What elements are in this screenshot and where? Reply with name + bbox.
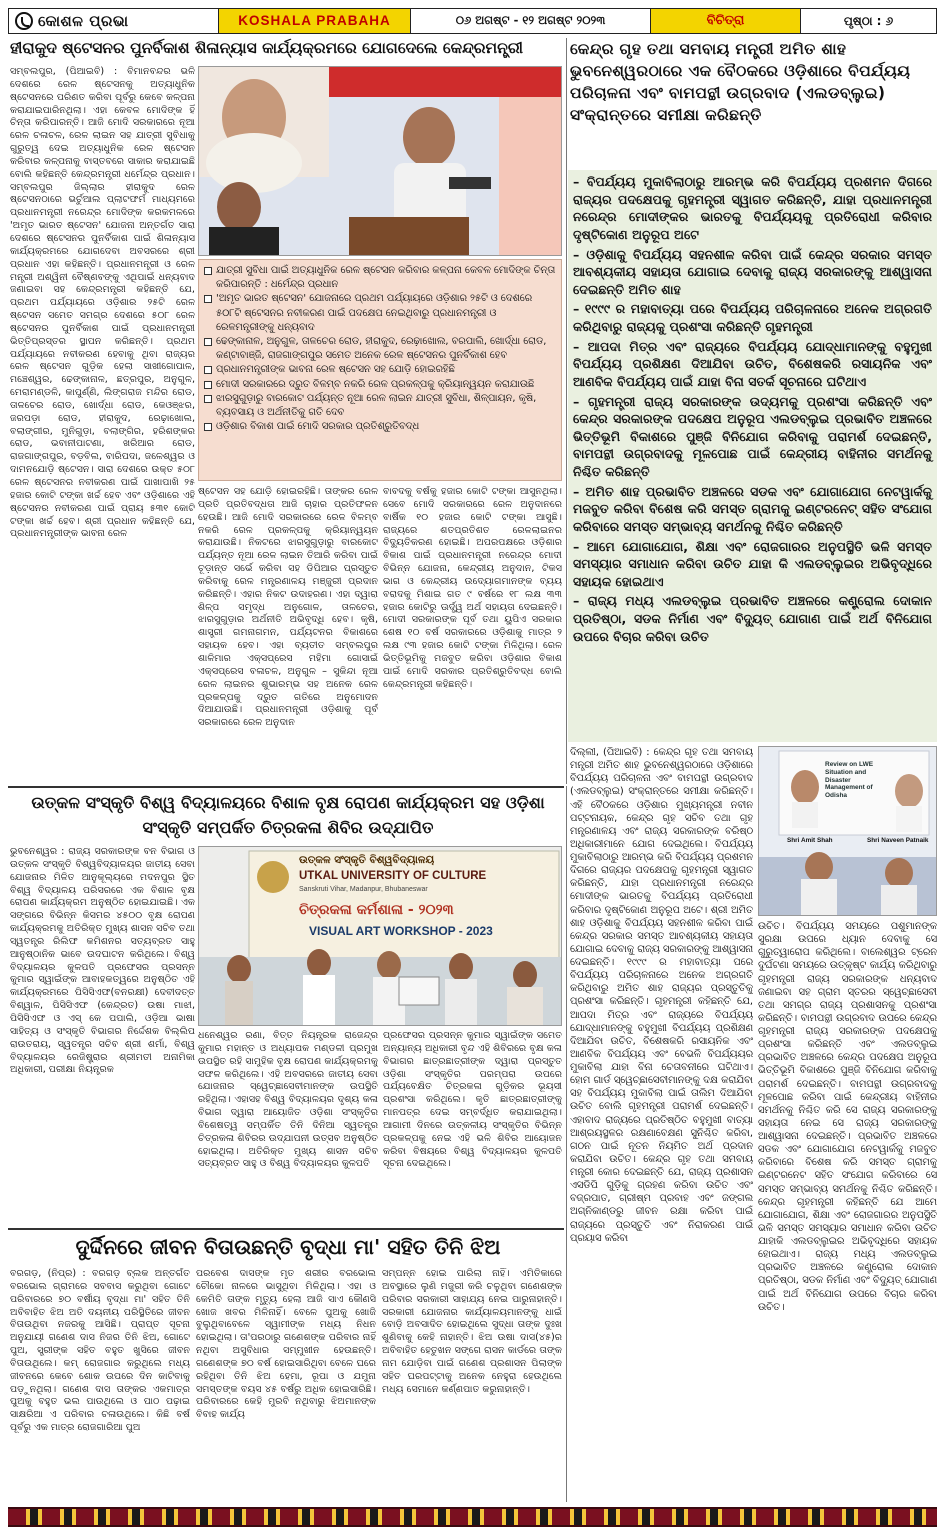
story2-column-a: ଦିଲ୍ଲୀ, (ପିଆଇବି) : କେନ୍ଦ୍ର ଗୃହ ତଥା ସମବାୟ ମନ୍ତ୍ରୀ ଅମିତ ଶାହ ଭୁବନେଶ୍ୱରଠାରେ ଓଡ଼ିଶାରେ ବିପର୍ଯ୍ୟୟ ପରିଚାଳନା ଏବଂ ବାମପନ୍ଥୀ ଉଗ୍ରବାଦ (ଏଲଡବ୍ଲୁଇ) ସଂକ୍ରାନ୍ତରେ ସମୀକ୍ଷା କରିଛନ୍ତି। ଏହି ବୈଠକରେ ଓଡ଼ିଶାର ମୁଖ୍ୟମନ୍ତ୍ରୀ ନବୀନ ପଟ୍ଟନାୟକ, କେନ୍ଦ୍ର ଗୃହ ସଚିବ ତଥା ଗୃହ ମନ୍ତ୍ରଣାଳୟ ଏବଂ ରାଜ୍ୟ ସରକାରଙ୍କ ବରିଷ୍ଠ ଅଧିକାରୀମାନେ ଯୋଗ ଦେଇଥିଲେ। ବିପର୍ଯ୍ୟୟ ମୁକାବିଲାଠାରୁ ଆରମ୍ଭ କରି ବିପର୍ଯ୍ୟୟ ପ୍ରଶମନ ଦିଗରେ ରାଜ୍ୟର ପଦକ୍ଷେପକୁ ଗୃହମନ୍ତ୍ରୀ ସ୍ୱାଗତ କରିଛନ୍ତି, ଯାହା ପ୍ରଧାନମନ୍ତ୍ରୀ ନରେନ୍ଦ୍ର ମୋଦୀଙ୍କ ଭାରତକୁ ବିପର୍ଯ୍ୟୟ ପ୍ରତିରୋଧୀ କରିବାର ଦୃଷ୍ଟିକୋଣ ଅନୁରୂପ ଅଟେ। ଶ୍ରୀ ଅମିତ ଶାହ ଓଡ଼ିଶାକୁ ବିପର୍ଯ୍ୟୟ ସହନଶୀଳ କରିବା ପାଇଁ କେନ୍ଦ୍ର ସରକାର ସମସ୍ତ ଆବଶ୍ୟକୀୟ ସହାୟତା ଯୋଗାଇ ଦେବାକୁ ରାଜ୍ୟ ସରକାରଙ୍କୁ ଆଶ୍ୱାସନା ଦେଇଛନ୍ତି। ୧୯୯୯ ର ମହାବାତ୍ୟା ପରେ ବିପର୍ଯ୍ୟୟ ପରିଚାଳନାରେ ଅନେକ ଅଗ୍ରଗତି କରିଥିବାରୁ ଅମିତ ଶାହ ରାଜ୍ୟର ପ୍ରସ୍ତୁତିକୁ ପ୍ରଶଂସା କରିଛନ୍ତି। ଗୃହମନ୍ତ୍ରୀ କହିଛନ୍ତି ଯେ, ଆପଦା ମିତ୍ର ଏବଂ ରାଜ୍ୟରେ ବିପର୍ଯ୍ୟୟ ଯୋଦ୍ଧାମାନଙ୍କୁ ବହୁମୁଖୀ ବିପର୍ଯ୍ୟୟ ପ୍ରଶିକ୍ଷଣ ଦିଆଯିବା ଉଚିତ, ବିଶେଷକରି ରସାୟନିକ ଏବଂ ଆଣବିକ ବିପର୍ଯ୍ୟୟ ଏବଂ ବେଭଳି ବିପର୍ଯ୍ୟୟର ମୁକାବିଲା ଯାହା ବିନା ଚେତାବନୀରେ ଘଟିଥାଏ। ହୋମ ଗାର୍ଡ ସ୍ୱେଚ୍ଛାସେବୀମାନଙ୍କୁ ଦକ୍ଷ କରାଯିବା ସହ ବିପର୍ଯ୍ୟୟ ମୁକାବିଲା ପାଇଁ ତାଲିମ ଦିଆଯିବା ଉଚିତ ବୋଲି ଗୃହମନ୍ତ୍ରୀ ପରାମର୍ଶ ଦେଇଛନ୍ତି। ଏହାବାଦ ରାଜ୍ୟରେ ପ୍ରତିଷ୍ଠିତ ବହୁମୁଖୀ ବାତ୍ୟା ଆଶ୍ରୟସ୍ଥଳର ରକ୍ଷଣାବେକ୍ଷଣ ସୁନିଶ୍ଚିତ କରିବା, ଗଠନ ପାଇଁ ନୂତନ ନିୟମିତ ଅର୍ଥ ପ୍ରଦାନ କରାଯିବା ଉଚିତ। କେନ୍ଦ୍ର ଗୃହ ତଥା ସମବାୟ ମନ୍ତ୍ରୀ କୋର ଦେଇଛନ୍ତି ଯେ, ରାଜ୍ୟ ପ୍ରଶାସନ ଏସଡିପି ଗୁଡ଼ିକୁ ଗ୍ରହଣ କରିବା ଉଚିତ ଏବଂ ବଜ୍ରପାତ, ଗ୍ରୀଷ୍ମ ପ୍ରବାହ ଏବଂ ଜଙ୍ଗଲ ଅଗ୍ନିକାଣ୍ଡରୁ ଜୀବନ ରକ୍ଷା କରିବା ପାଇଁ ରାଜ୍ୟରେ ପ୍ରସ୍ତୁତି ଏବଂ ନିରାକରଣ ପାଇଁ ପ୍ରୟାସ କରିବା [570, 747, 753, 1244]
story1-middle-column-1: ଷ୍ଟେସନ ସହ ଯୋଡ଼ି ହୋଇରହିଛି। ତାଙ୍କର ରେଳ ପ୍ରତି ପ୍ରତିବଦ୍ଧତା ଆଜି ଚାହାର ପ୍ରତିଫଳନ ହେଉଛି। ଆଜି ମୋଦି ସରକାରରେ ରେଳ ବିଳମ୍ବ ନକରି ରେଳ ପ୍ରକଳ୍ପକୁ କ୍ରିୟାନ୍ୱୟନ କରାଯାଉଛି। ନିକଟରେ ଝାରସୁଗୁଡ଼ାରୁ ବାରକୋଟ ପର୍ଯ୍ୟନ୍ତ ନୂଆ ରେଳ ଲାଇନ ତିଆରି କରିବା ପାଇଁ ଚୂଡ଼ାନ୍ତ ସର୍ଭେ କରିବା ସହ ଡିପିଆର ପ୍ରସ୍ତୁତ କରିବାକୁ ରେଳ ମନ୍ତ୍ରଣାଳୟ ମଞ୍ଜୁରୀ ପ୍ରଦାନ କରିଛନ୍ତି। ଏହାର ନିକଟ ଉଦାହରଣ। ଏହା ଦ୍ୱାରା ଶିଳ୍ପ ସମୃଦ୍ଧ ଅନୁଗୋଳ, ତାଳଚେର, ଝାରସୁଗୁଡ଼ାର ଅର୍ଥନୀତି ଅଭିବୃଦ୍ଧି ହେବ। କୃଷି, ଶାସ୍ତ୍ରୀ ଗମନାଗମନ, ପର୍ଯ୍ୟଟନର ବିକାଶରେ ସହାୟକ ହେବ। ଏହା ବ୍ୟତୀତ ସମ୍ବଲପୁର ଶାଳିମାର ଏକ୍ସପ୍ରେସ ମହିମା ଗୋସାଇଁ ଏକ୍ସପ୍ରେସ ବଳାଚଳ, ଅନୁଗୁଳ – ସୁକିନ୍ଦା ନୂଆ ରେଳ ଲାଇନର ଶୁଭାରମ୍ଭ ସହ ଅନେକ ରେଳ ପ୍ରକଳ୍ପକୁ ଦ୍ରୁତ ଗତିରେ ଅନୁମୋଦନ ଦିଆଯାଉଛି। ପ୍ରଧାନମନ୍ତ୍ରୀ ଓଡ଼ିଶାକୁ ପୂର୍ବ ସରକାରରେ ରେଳ ଅନୁଦାନ [198, 486, 378, 729]
story2-point: – ଅମିତ ଶାହ ପ୍ରଭାବିତ ଅଞ୍ଚଳରେ ସଡକ ଏବଂ ଯୋଗାଯୋଗ ନେଟୱାର୍କକୁ ମଜବୁତ କରିବା ବିଶେଷ କରି ସମସ୍ତ ଗ୍ରାମକୁ ଇଣ୍ଟରନେଟ୍ ସହିତ ସଂଯୋଗ କରିବାରେ ସମସ୍ତ ସମ୍ଭାବ୍ୟ ସମର୍ଥନକୁ ନିଶ୍ଚିତ କରିଛନ୍ତି [573, 483, 932, 536]
checkbox-icon [204, 267, 212, 275]
story3-left-column: ଭୁବନେଶ୍ୱର : ରାଜ୍ୟ ସରକାରଙ୍କ ବନ ବିଭାଗ ଓ ଉତ୍କଳ ସଂସ୍କୃତି ବିଶ୍ୱବିଦ୍ୟାଳୟର ଜାତୀୟ ସେବା ଯୋଜନାର ମିଳିତ ଆନୁକୂଲ୍ୟରେ ମଦନପୁର ସ୍ଥିତ ବିଶ୍ୱ ବିଦ୍ୟାଳୟ ପରିସରରେ ଏକ ବିଶାଳ ବୃକ୍ଷ ରୋପଣ କାର୍ଯ୍ୟକ୍ରମ ଅନୁଷ୍ଠିତ ହୋଇଯାଇଛି। ଏକ ସଙ୍ଗରେ ବିଭିନ୍ନ କିସମର ୪୫୦୦ ବୃକ୍ଷ ରୋପଣ କାର୍ଯ୍ୟକ୍ରମକୁ ଅତିରିକ୍ତ ମୁଖ୍ୟ ଶାସନ ସଚିବ ତଥା ସ୍ୱତନ୍ତ୍ର ରିଲିଫ କମିଶନର ସତ୍ୟବ୍ରତ ସାହୁ ଆନୁଷ୍ଠାନିକ ଭାବେ ଉଦଘାଟନ କରିଥିଲେ। ବିଶ୍ୱ ବିଦ୍ୟାଳୟର କୁଳପତି ପ୍ରଫେସର ପ୍ରସନ୍ନ କୁମାର ସ୍ୱାଇଁଙ୍କ ଆବାହକତ୍ୱରେ ଅନୁଷ୍ଠିତ ଏହି କାର୍ଯ୍ୟକ୍ରମରେ ପିସିସିଏଫ(ବନରକ୍ଷୀ) ଦେବୀଦତ୍ତ ବିଶ୍ୱାଳ, ପିସିସିଏଫ (କେନ୍ଦ୍ରତ) ଉଷା ମାଝୀ, ପିସିସିଏଫ ଓ ଏସ୍ କେ ପପାଲି, ଓଡ଼ିଆ ଭାଷା ସାହିତ୍ୟ ଓ ସଂସ୍କୃତି ବିଭାଗର ନିର୍ଦ୍ଦେଶକ ବିଲ୍ଲିପ ରାଉତରାୟ, ସ୍ୱତନ୍ତ୍ର ସଚିବ ଶ୍ରୀ ଶର୍ମା, ବିଶ୍ୱ ବିଦ୍ୟାଳୟର ରେଜିଷ୍ଟ୍ରାର ଶ୍ରୀମତୀ ଅନାମିକା ଅଧିକାରୀ, ପରୀକ୍ଷା ନିୟନ୍ତ୍ରକ [10, 846, 195, 1076]
story2-headline: କେନ୍ଦ୍ର ଗୃହ ତଥା ସମବାୟ ମନ୍ତ୍ରୀ ଅମିତ ଶାହ ଭୁବନେଶ୍ୱରଠାରେ ଏକ ବୈଠକରେ ଓଡ଼ିଶାରେ ବିପର୍ଯ୍ୟୟ ପରିଚାଳନା ଏବଂ ବାମପନ୍ଥୀ ଉଗ୍ରବାଦ (ଏଲଡବ୍ଲୁଇ) ସଂକ୍ରାନ୍ତରେ ସମୀକ୍ଷା କରିଛନ୍ତି [570, 40, 911, 125]
masthead-brand: KOSHALA PRABAHA [219, 9, 411, 33]
story2-point: – ଆମେ ଯୋଗାଯୋଗ, ଶିକ୍ଷା ଏବଂ ରୋଜଗାରର ଅନୁପସ୍ଥିତି ଭଳି ସମସ୍ତ ସମସ୍ୟାର ସମାଧାନ କରିବା ଉଚିତ ଯାହା କି ଏଲଡବ୍ଲୁଇର ଅଭିବୃଦ୍ଧିରେ ସହାୟକ ହୋଇଥାଏ [573, 538, 932, 591]
highlight-item: ମୋଦୀ ସରକାରରେ ଦ୍ରୁତ ବିଳମ୍ବ ନକରି ରେଳ ପ୍ରକଳ୍ପକୁ କ୍ରିୟାନ୍ୱୟନ କରାଯାଉଛି [204, 378, 556, 392]
story3-photo [198, 846, 562, 1026]
story2-points-box [568, 170, 937, 742]
story4-column-2: ପରବେଶ ଦାସଙ୍କ ମୃତ ଶରୀର ବରଭୋଲ ଚୌକୋ ନାଳରେ ଭାସୁଥିବା ମିଳିଥିଲା। ଏହା ଓ କେମିତି ତାଙ୍କ ମୃତ୍ୟୁ ହେଲା ଆଜି ସାଏ କୌଣସି ଖୋଜ ଖବର ମିଳିନାହିଁ। ବେଳେ ପୁଅକୁ ଖୋଜି ବୁଲୁଥିବାବେଳେ ସ୍ୱାମୀଙ୍କ ମଧ୍ୟ ନିଧନ ହୋଇଥିଲା। ତା'ପରଠାରୁ ଗଣେଶଙ୍କ ପରିବାର ନାହିଁ ନଥିବା ଅସୁବିଧାର ସମ୍ମୁଖୀନ ହେଉଛନ୍ତି। ଗଣେଶଙ୍କ ୭୦ ବର୍ଷ ହୋଇସାରିଥିବା ବେଳେ ଘରେ ରହିଥିବା ତିନି ଝିଅ ହେମା, ରୂପା ଓ ଯମୁନା ସମସ୍ତଙ୍କ ବୟସ ୪୫ ବର୍ଷରୁ ଅଧିକ ହୋଇସାରିଛି। ପରିବାରରେ କେହି ମୁରବି ନଥିବାରୁ ଝିଅମାନଙ୍କ ବିବାହ କାର୍ଯ୍ୟ [196, 1268, 376, 1421]
section-rule [8, 786, 564, 788]
story2-photo-title: Review on LWE Situation and Disaster Management of Odisha [825, 761, 874, 800]
highlight-item: ପ୍ରଧାନମନ୍ତ୍ରୀଙ୍କ ଭାବନା ରେଳ ଷ୍ଟେସନ ସହ ଯୋଡ଼ି ହୋଇରହିଛି [204, 363, 556, 377]
story2-point: – ଗୃହମନ୍ତ୍ରୀ ରାଜ୍ୟ ସରକାରଙ୍କ ଉଦ୍ୟମକୁ ପ୍ରଶଂସା କରିଛନ୍ତି ଏବଂ କେନ୍ଦ୍ର ସରକାରଙ୍କ ପଦକ୍ଷେପ ଅନୁରୂପ ଏଲଡବ୍ଲୁଇ ପ୍ରଭାବିତ ଅଞ୍ଚଳରେ ଭିତ୍ତିଭୂମି ବିକାଶରେ ପୁଞ୍ଜି ବିନିଯୋଗ କରିବାକୁ ପରାମର୍ଶ ଦେଇଛନ୍ତି, ବାମପନ୍ଥୀ ଉଗ୍ରବାଦକୁ ମୂଳପୋଛ ପାଇଁ କେନ୍ଦ୍ରୀୟ ବାହିନୀର ସମର୍ଥନକୁ ନିଶ୍ଚିତ କରିଛନ୍ତି [573, 393, 932, 481]
story2-point: – ଆପଦା ମିତ୍ର ଏବଂ ରାଜ୍ୟରେ ବିପର୍ଯ୍ୟୟ ଯୋଦ୍ଧାମାନଙ୍କୁ ବହୁମୁଖୀ ବିପର୍ଯ୍ୟୟ ପ୍ରଶିକ୍ଷଣ ଦିଆଯିବା ଉଚିତ, ବିଶେଷକରି ରସାୟନିକ ଏବଂ ଆଣବିକ ବିପର୍ଯ୍ୟୟ ପାଇଁ ଯାହା ବିନା ସତର୍କ ସୂଚନାରେ ଘଟିଥାଏ [573, 338, 932, 391]
checkbox-icon [204, 366, 212, 374]
masthead-date: ୦୬ ଅଗଷ୍ଟ - ୧୨ ଅଗଷ୍ଟ ୨୦୨୩ [411, 9, 651, 33]
story2-point: – ଓଡ଼ିଶାକୁ ବିପର୍ଯ୍ୟୟ ସହନଶୀଳ କରିବା ପାଇଁ କେନ୍ଦ୍ର ସରକାର ସମସ୍ତ ଆବଶ୍ୟକୀୟ ସହାୟତା ଯୋଗାଇ ଦେବାକୁ ରାଜ୍ୟ ସରକାରଙ୍କୁ ଆଶ୍ୱାସନା ଦେଇଛନ୍ତି ଅମିତ ଶାହ [573, 246, 932, 299]
checkbox-icon [204, 395, 212, 403]
highlight-item: ଝାରସୁଗୁଡ଼ାରୁ ବାରକୋଟ ପର୍ଯ୍ୟନ୍ତ ନୂଆ ରେଳ ଲାଇନ ଯାତ୍ରୀ ସୁବିଧା, ଶିଳ୍ପାୟନ, କୃଷି, ବ୍ୟବସାୟ ଓ ଅର୍ଥନୀତିକୁ ଗତି ଦେବ [204, 392, 556, 420]
story2-column-b: ଉଚିତ। ବିପର୍ଯ୍ୟୟ ସମୟରେ ପଶୁମାନଙ୍କ ସୁରକ୍ଷା ଉପରେ ଧ୍ୟାନ ଦେବାକୁ ସେ ଗୁରୁତ୍ୱାରୋପ କରିଥିଲେ। ବାଲେଶ୍ୱର ଟ୍ରେନ ଦୁର୍ଘଟଣା ସମୟରେ ଉତ୍କୃଷ୍ଟ କାର୍ଯ୍ୟ କରିଥିବାରୁ ଗୃହମନ୍ତ୍ରୀ ରାଜ୍ୟ ସରକାରଙ୍କ ଧନ୍ୟବାଦ ଜଣାଇବା ସହ ଗ୍ରାମ ସ୍ତରର ସ୍ୱେଚ୍ଛାସେବୀ ତଥା ସମଗ୍ର ରାଜ୍ୟ ପ୍ରଶାସନକୁ ପ୍ରଶଂସା କରିଛନ୍ତି। ବାମପନ୍ଥୀ ଉଗ୍ରବାଦ ଉପରେ କେନ୍ଦ୍ର ଗୃହମନ୍ତ୍ରୀ ରାଜ୍ୟ ସରକାରଙ୍କ ପଦକ୍ଷେପକୁ ପ୍ରଶଂସା କରିଛନ୍ତି ଏବଂ ଏଲଡବ୍ଲୁଇ ପ୍ରଭାବିତ ଅଞ୍ଚଳରେ କେନ୍ଦ୍ର ପଦକ୍ଷେପ ଅନୁରୂପ ଭିତ୍ତିଭୂମି ବିକାଶରେ ପୁଞ୍ଜି ବିନିଯୋଗ କରିବାକୁ ପରାମର୍ଶ ଦେଇଛନ୍ତି। ବାମପନ୍ଥୀ ଉଗ୍ରବାଦକୁ ମୂଳପୋଛ କରିବା ପାଇଁ କେନ୍ଦ୍ରୀୟ ବାହିନୀର ସମର୍ଥନକୁ ନିଶ୍ଚିତ କରି ସେ ରାଜ୍ୟ ସରକାରଙ୍କୁ ସହାୟତା ନେଇ ସେ ରାଜ୍ୟ ସରକାରଙ୍କୁ ଆଶ୍ୱାସନା ଦେଇଛନ୍ତି। ପ୍ରଭାବିତ ଅଞ୍ଚଳରେ ସଡକ ଏବଂ ଯୋଗାଯୋଗ ନେଟୱାର୍କକୁ ମଜବୁତ କରିବାରେ ବିଶେଷ କରି ସମସ୍ତ ଗ୍ରାମକୁ ଇଣ୍ଟରନେଟ ସହିତ ସଂଯୋଗ କରିବାରେ ସେ ସମସ୍ତ ସମ୍ଭାବ୍ୟ ସମର୍ଥନକୁ ନିଶ୍ଚିତ କରିଛନ୍ତି। କେନ୍ଦ୍ର ଗୃହମନ୍ତ୍ରୀ କହିଛନ୍ତି ଯେ ଆମେ ଯୋଗାଯୋଗ, ଶିକ୍ଷା ଏବଂ ରୋଜଗାରର ଅନୁପସ୍ଥିତି ଭଳି ସମସ୍ତ ସମସ୍ୟାର ସମାଧାନ କରିବା ଉଚିତ ଯାହାକି ଏଲଡବ୍ଲୁଇର ଅଭିବୃଦ୍ଧିରେ ସହାୟକ ହୋଇଥାଏ। ରାଜ୍ୟ ମଧ୍ୟ ଏଲଡବ୍ଲୁଇ ପ୍ରଭାବିତ ଅଞ୍ଚଳରେ କଣ୍ଟ୍ରୋଲ ଦୋକାନ ପ୍ରତିଷ୍ଠା, ସଡକ ନିର୍ମାଣ ଏବଂ ବିଦ୍ୟୁତ୍ ଯୋଗାଣ ପାଇଁ ଅର୍ଥ ବିନିଯୋଗ ଉପରେ ବିଚାର କରିବା ଉଚିତ। [758, 921, 937, 1313]
story3-photo-banner-en2: VISUAL ART WORKSHOP - 2023 [309, 924, 493, 938]
highlight-item: ଓଡ଼ିଶାର ବିକାଶ ପାଇଁ ମୋଦି ସରକାର ପ୍ରତିଶ୍ରୁତିବଦ୍ଧ [204, 420, 556, 434]
story4-headline: ଦୁର୍ଦ୍ଦିନରେ ଜୀବନ ବିତାଉଛନ୍ତି ବୃଦ୍ଧା ମା' ସହିତ ତିନି ଝିଅ [75, 1235, 501, 1259]
checkbox-icon [204, 381, 212, 389]
column-divider [566, 786, 567, 1502]
story1-middle-column-2: ବାବଦକୁ ବର୍ଷକୁ ହଜାର କୋଟି ଟଙ୍କା ଆସୁନଥିଲା। ସେବେ ମୋଦି ସରକାରରେ ରେଳ ଅନୁଦାନରେ ବାର୍ଷିକ ୧୦ ହଜାର କୋଟି ଟଙ୍କା ଆସୁଛି। ରାଜ୍ୟରେ ଶତପ୍ରତିଶତ ରେଳଲାଇନର ବିଦ୍ୟୁତିକରଣ ହୋଇଛି। ଅପରପକ୍ଷରେ ଓଡ଼ିଶାର ବିକାଶ ପାଇଁ ପ୍ରଧାନମନ୍ତ୍ରୀ ନରେନ୍ଦ୍ର ମୋଦୀ ବିଭିନ୍ନ ଯୋଜନା, କେନ୍ଦ୍ରୀୟ ଅନୁଦାନ, ଟିକସ ଭାଗ ଓ କେନ୍ଦ୍ରୀୟ ଉଦ୍ୟୋଗମାନଙ୍କ ବ୍ୟୟ ବରାଦକୁ ମିଶାଇ ଗତ ୯ ବର୍ଷରେ ୧୮ ଲକ୍ଷ ୩୩ ହଜାର କୋଟିରୁ ଊର୍ଦ୍ଧ୍ୱ ଅର୍ଥ ସହାୟତା ଦେଇଛନ୍ତି। ମୋଦୀ ସରକାରଙ୍କ ପୂର୍ବ ତଥା ୟୁପିଏ ସରକାର ଶେଷ ୧୦ ବର୍ଷ ସରକାରରେ ଓଡ଼ିଶାକୁ ମାତ୍ର ୨ ଲକ୍ଷ ୯୩ ହଜାର କୋଟି ଟଙ୍କା ମିଳିଥିଲା। ରେଳ ଭିତ୍ତିଭୂମିକୁ ମଜବୁତ କରିବା ଓଡ଼ିଶାର ବିକାଶ ପାଇଁ ମୋଦି ସରକାର ପ୍ରତିଶ୍ରୁତିବଦ୍ଧ ବୋଲି କେନ୍ଦ୍ରମନ୍ତ୍ରୀ କହିଛନ୍ତି। [383, 486, 562, 690]
highlight-item: ଢେଙ୍କାନାଳ, ଅନୁଗୁଳ, ତାଳଚେର ରୋଡ, ହୀରାକୁଦ, ରେଢ଼ାଖୋଲ, ବରପାଲି, ଖୋର୍ଦ୍ଧା ରୋଡ, କଣ୍ଟାବାଞ୍ଜି, ରାଜଗାଙ୍ଗପୁର ସମେତ ଅନେକ ରେଳ ଷ୍ଟେସନର ପୁନର୍ବିକାଶ ହେବ [204, 335, 556, 363]
story3-middle-column-2: ପ୍ରଫେସର ପ୍ରସନ୍ନ କୁମାର ସ୍ୱାଇଁଙ୍କ ସମେତ ଅନ୍ୟାନ୍ୟ ଅଧିକାରୀ ବୃନ୍ଦ ଏହି ଶିବିରରେ ବୃକ୍ଷ କଳା ବିଭାଗର ଛାତ୍ରଛାତ୍ରୀଙ୍କ ଦ୍ୱାରା ପ୍ରସ୍ତୁତ ଓଡ଼ିଶା ସଂସ୍କୃତିର ପରମ୍ପରା ଉପରେ ପର୍ଯ୍ୟବେକ୍ଷିତ ଚିତ୍ରକଳା ଗୁଡ଼ିକର ଭୂୟସୀ ପ୍ରଶଂସା କରିଥିଲେ। କୃତି ଛାତ୍ରଛାତ୍ରୀଙ୍କୁ ମାନପତ୍ର ଦେଇ ସମ୍ବର୍ଦ୍ଧିତ କରାଯାଇଥିଲା। ଆଗାମୀ ଦିନରେ ଉତ୍କଳୀୟ ସଂସ୍କୃତିର ବିଭିନ୍ନ ପ୍ରକଳ୍ପକୁ ନେଇ ଏହି ଭଳି ଶିବିର ଆୟୋଜନ କରିବା ବିଷୟରେ ବିଶ୍ୱ ବିଦ୍ୟାଳୟର କୁଳପତି ସୂଚନା ଦେଇଥିଲେ। [383, 1030, 562, 1170]
masthead-section: ବିଚିତ୍ରା [651, 9, 801, 33]
masthead [8, 8, 937, 34]
masthead-page-number: ପୃଷ୍ଠା : ୬ [843, 13, 894, 28]
section-rule [8, 1228, 564, 1230]
story1-headline: ହୀରାକୁଦ ଷ୍ଟେସନର ପୁନର୍ବିକାଶ ଶିଳାନ୍ୟାସ କାର୍ଯ୍ୟକ୍ରମରେ ଯୋଗଦେଲେ କେନ୍ଦ୍ରମନ୍ତ୍ରୀ [10, 39, 523, 57]
story3-photo-banner-odia: ଉତ୍କଳ ସଂସ୍କୃତି ବିଶ୍ୱବିଦ୍ୟାଳୟ [299, 854, 435, 866]
checkbox-icon [204, 295, 212, 303]
masthead-logo [9, 9, 219, 33]
story1-left-column: ସମ୍ବଲପୁର, (ପିଆଇବି) : ବିମାନବନ୍ଦର ଭଳି ଦେଶରେ ରେଳ ଷ୍ଟେସନକୁ ଅତ୍ୟାଧୁନିକ ଷ୍ଟେସନରେ ପରିଣତ କରିବା ପୂର୍ବରୁ କେବେ କଳ୍ପନା କରାଯାଇପାରିନଥିଲା। ଏହା କେବଳ ମୋଦିଙ୍କ ହିଁ ଚିନ୍ତା କରିପାରନ୍ତି। ଆଜି ମୋଦି ସରକାରରେ ନୂଆ ରେଳ ଚଳାଚଳ, ରେଳ ଲାଇନ ସହ ଯାତ୍ରୀ ସୁବିଧାକୁ ଗୁରୁତ୍ୱ ଦେଇ ଅତ୍ୟାଧୁନିକ ରେଳ ଷ୍ଟେସନ କରିବାର କଳ୍ପନାକୁ ବାସ୍ତବରେ ସାକାର କରାଯାଇଛି ବୋଲି କହିଛନ୍ତି କେନ୍ଦ୍ରମନ୍ତ୍ରୀ ଧର୍ମେନ୍ଦ୍ର ପ୍ରଧାନ। ସମ୍ବଲପୁର ଜିଲ୍ଲାର ହୀରାକୁଦ ରେଳ ଷ୍ଟେସନଠାରେ ଭର୍ଚୁଆଲ ପ୍ଲାଟଫର୍ମ ମାଧ୍ୟମରେ ପ୍ରଧାନମନ୍ତ୍ରୀ ନରେନ୍ଦ୍ର ମୋଦିଙ୍କ କରକମଳରେ 'ଅମୃତ ଭାରତ ଷ୍ଟେସନ' ଯୋଜନା ଅନ୍ତର୍ଗତ ସାରା ଦେଶରେ ଷ୍ଟେସନର ପୁନର୍ବିକାଶ ପାଇଁ ଶିଳାନ୍ୟାସ କାର୍ଯ୍ୟକ୍ରମରେ ଯୋଗଦେବା ଅବସରରେ ଶ୍ରୀ ପ୍ରଧାନ ଏହା କହିଛନ୍ତି। ପ୍ରଧାନମନ୍ତ୍ରୀ ଓ ରେଳ ମନ୍ତ୍ରୀ ଅଶ୍ୱିନୀ ବୈଷ୍ଣବଙ୍କୁ ଏଥିପାଇଁ ଧନ୍ୟବାଦ ଜଣାଇବା ସହ କେନ୍ଦ୍ରମନ୍ତ୍ରୀ କହିଛନ୍ତି ଯେ, ପ୍ରଥମ ପର୍ଯ୍ୟାୟରେ ଓଡ଼ିଶାର ୨୫ଟି ରେଳ ଷ୍ଟେସନ ସମେତ ସମଗ୍ର ଦେଶରେ ୫୦୮ ରେଳ ଷ୍ଟେସନର ପୁନର୍ବିକାଶ ପାଇଁ ପ୍ରଧାନମନ୍ତ୍ରୀ ଭିତ୍ତିପ୍ରସ୍ତର ସ୍ଥାପନ କରିଛନ୍ତି। ପ୍ରଥମ ପର୍ଯ୍ୟାୟରେ ନବୀକରଣ ହେବାକୁ ଥିବା ରାଜ୍ୟର ରେଳ ଷ୍ଟେସନ ଗୁଡ଼ିକ ହେଲା ସାଖୀଗୋପାଳ, ମଞ୍ଚେଶ୍ୱର, ଢେଙ୍କାନାଳ, ଛତ୍ରପୁର, ଅନୁଗୁଳ, ମେରାମଣ୍ଡଳି, କାପୁର୍ଣ୍ଣି, ଲିଙ୍ଗରାଜ ମନ୍ଦିର ରୋଡ, ତାଳଚେର ରୋଡ, ଖୋର୍ଦ୍ଧା ରୋଡ, କେଓଞ୍ଝର, ଜରପଡ଼ା ରୋଡ, ହୀରାକୁଦ, ରେଢ଼ାଖୋଲ, ବଲାଙ୍ଗୀର, ମୁନିଗୁଡ଼ା, ବଲାଙ୍ଗିର, ହରିଶଙ୍କର ରୋଡ, ଭବାନୀପାଟଣା, ଖରିଆର ରୋଡ, ରାଜଗାଙ୍ଗପୁର, ବଡ଼ବିଲ, ବାରିପଦା, ଜଳେଶ୍ୱର ଓ ଦାମନଯୋଡ଼ି ଷ୍ଟେସନ। ସାରା ଦେଶରେ ଉକ୍ତ ୫୦୮ ରେଳ ଷ୍ଟେସନର ନବୀକରଣ ପାଇଁ ପାଖାପାଖି ୨୫ ହଜାର କୋଟି ଟଙ୍କା ଖର୍ଚ୍ଚ ହେବ ଏବଂ ଓଡ଼ିଶାରେ ଏହି ଷ୍ଟେସନର ନବୀକରଣ ପାଇଁ ପ୍ରାୟ ୫୩୧ କୋଟି ଟଙ୍କା ଖର୍ଚ୍ଚ ହେବ। ଶ୍ରୀ ପ୍ରଧାନ କହିଛନ୍ତି ଯେ, ପ୍ରଧାନମନ୍ତ୍ରୀଙ୍କ ଭାବନା ରେଳ [10, 66, 195, 540]
story3-photo-banner-sub: Sanskruti Vihar, Madanpur, Bhubaneswar [299, 886, 428, 893]
story2-point: – ରାଜ୍ୟ ମଧ୍ୟ ଏଲଡବ୍ଲୁଇ ପ୍ରଭାବିତ ଅଞ୍ଚଳରେ କଣ୍ଟ୍ରୋଲ ଦୋକାନ ପ୍ରତିଷ୍ଠା, ସଡକ ନିର୍ମାଣ ଏବଂ ବିଦ୍ୟୁତ୍ ଯୋଗାଣ ପାଇଁ ଅର୍ଥ ବିନିଯୋଗ ଉପରେ ବିଚାର କରିବା ଉଚିତ [573, 592, 932, 645]
story4-column-1: ବରଗଡ଼, (ନିପ୍ର) : ବରଗଡ଼ ବ୍ଲକ ଅନ୍ତର୍ଗତ ବରଭୋଲ ଗ୍ରାମରେ ସବବାସ କରୁଥିବା ଗୋଟେ ପରିବାରରେ ୭୦ ବର୍ଷୀୟ ବୃଦ୍ଧା ମା' ସହିତ ତିନି ଅବିବାହିତ ଝିଅ ଅତି ଦୟନୀୟ ପରିସ୍ଥିତିରେ ଜୀବନ ବିତାଉଥିବା ନଜରକୁ ଆସିଛି। ପ୍ରାପ୍ତ ସୂଚନା ଅନୁଯାୟୀ ଗଣେଶ ଦାସ ନିଜର ତିନି ଝିଅ, ଗୋଟେ ପୁଅ, ସ୍ତ୍ରୀଙ୍କ ସହିତ ବହୁତ ଖୁସିରେ ଜୀବନ ବିତାଉଥିଲେ। କମ୍ ରୋଜଗାର କରୁଥିଲେ ମଧ୍ୟ ଜୀବନରେ କେବେ ଶୋକ ଉପରେ ଦିନ କାଟିବାକୁ ପଡ଼ୁନଥିଲା। ଗଣେଶ ଦାସ ତାଙ୍କର ଏକମାତ୍ର ପୁଅକୁ ବହୁତ ଭଲ ପାଉଥିଲେ ଓ ପାଠ ପଢ଼ାଇ ସାକ୍ଷରିଆ ଏ ପରିବାର ଚଳାଉଥିଲେ। କିଛି ବର୍ଷ ପୂର୍ବରୁ ଏକ ମାତ୍ର ରୋଜଗାରିଆ ପୁଅ [10, 1268, 190, 1434]
story2-point: – ୧୯୯୯ ର ମହାବାତ୍ୟା ପରେ ବିପର୍ଯ୍ୟୟ ପରିଚାଳନାରେ ଅନେକ ଅଗ୍ରଗତି କରିଥିବାରୁ ରାଜ୍ୟକୁ ପ୍ରଶଂସା କରିଛନ୍ତି ଗୃହମନ୍ତ୍ରୀ [573, 300, 932, 335]
masthead-logo-text: କୋଶଳ ପ୍ରଭା [38, 11, 129, 30]
story1-photo [198, 66, 562, 256]
story2-point: – ବିପର୍ଯ୍ୟୟ ମୁକାବିଲାଠାରୁ ଆରମ୍ଭ କରି ବିପର୍ଯ୍ୟୟ ପ୍ରଶମନ ଦିଗରେ ରାଜ୍ୟର ପଦକ୍ଷେପକୁ ଗୃହମନ୍ତ୍ରୀ ସ୍ୱାଗତ କରିଛନ୍ତି, ଯାହା ପ୍ରଧାନମନ୍ତ୍ରୀ ନରେନ୍ଦ୍ର ମୋଦୀଙ୍କର ଭାରତକୁ ବିପର୍ଯ୍ୟୟକୁ ପ୍ରତିରୋଧୀ କରିବାର ଦୃଷ୍ଟିକୋଣ ଅନୁରୂପ ଅଟେ [573, 173, 932, 244]
decorative-footer-border [8, 1507, 937, 1527]
story2-photo-name-right: Shri Naveen Patnaik [867, 837, 929, 844]
newspaper-logo-icon [15, 12, 33, 30]
story1-highlights-box [198, 259, 562, 481]
checkbox-icon [204, 423, 212, 431]
story3-photo-banner-en: UTKAL UNIVERSITY OF CULTURE [299, 870, 487, 882]
story3-middle-column-1: ଧନେଶ୍ୱର ରଣା, ବିତ୍ତ ନିୟନ୍ତ୍ରକ ରାଜେନ୍ଦ୍ର କୁମାର ମହାନ୍ତ ଓ ଅଧ୍ୟାପକ ମଣ୍ଡଳୀ ପ୍ରମୁଖ ଉପସ୍ଥିତ ରହି ସାମୁହିକ ବୃକ୍ଷ ରୋପଣ କାର୍ଯ୍ୟକ୍ରମକୁ ସଫଳ କରିଥିଲେ। ଏହି ଅବସରରେ ଜାତୀୟ ସେବା ଯୋଜନାର ସ୍ୱେଚ୍ଛାସେବୀମାନଙ୍କ ଉପସ୍ଥିତି ରହିଥିଲା। ଏହାସହ ବିଶ୍ୱ ବିଦ୍ୟାଳୟର ଦୃଶ୍ୟ କଳା ବିଭାଗ ଦ୍ୱାରା ଆୟୋଜିତ ଓଡ଼ିଶା ସଂସ୍କୃତିର ବିଶେଷତ୍ୱ ସମ୍ପର୍କିତ ତିନି ଦିନିଆ ସ୍ୱତନ୍ତ୍ର ଚିତ୍ରକଳା ଶିବିରର ଉଦ୍ଯାପନୀ ଉତ୍ସବ ଅନୁଷ୍ଠିତ ହୋଇଥିଲା। ଅତିରିକ୍ତ ମୁଖ୍ୟ ଶାସନ ସଚିବ ସତ୍ୟବ୍ରତ ସାହୁ ଓ ବିଶ୍ୱ ବିଦ୍ୟାଳୟର କୁଳପତି [198, 1030, 378, 1170]
highlight-item: ଯାତ୍ରୀ ସୁବିଧା ପାଇଁ ଅତ୍ୟାଧୁନିକ ରେଳ ଷ୍ଟେସନ କରିବାର କଳ୍ପନା କେବଳ ମୋଦିଙ୍କ ଚିନ୍ତା କରିପାରନ୍ତି : ଧର୍ମେନ୍ଦ୍ର ପ୍ରଧାନ [204, 264, 556, 292]
story3-photo-banner-odia2: ଚିତ୍ରକଳା କର୍ମଶାଳା - ୨୦୨୩ [299, 902, 454, 918]
story1-photo-illustration [199, 67, 562, 256]
story3-headline: ଉତ୍କଳ ସଂସ୍କୃତି ବିଶ୍ୱ ବିଦ୍ୟାଳୟରେ ବିଶାଳ ବୃକ୍ଷ ରୋପଣ କାର୍ଯ୍ୟକ୍ରମ ସହ ଓଡ଼ିଶା ସଂସ୍କୃତି ସମ୍ପର୍କିତ ଚିତ୍ରକଳା ଶିବିର ଉଦ୍ଯାପିତ [31, 793, 545, 838]
story2-photo-name-left: Shri Amit Shah [787, 837, 833, 844]
story2-photo [758, 746, 937, 916]
checkbox-icon [204, 338, 212, 346]
column-divider [566, 38, 567, 784]
highlight-item: 'ଅମୃତ ଭାରତ ଷ୍ଟେସନ' ଯୋଜନାରେ ପ୍ରଥମ ପର୍ଯ୍ୟାୟରେ ଓଡ଼ିଶାର ୨୫ଟି ଓ ଦେଶରେ ୫୦୮ଟି ଷ୍ଟେସନର ନବୀକରଣ ପାଇଁ ପଦକ୍ଷେପ ନେଇଥିବାରୁ ପ୍ରଧାନମନ୍ତ୍ରୀ ଓ ରେଳମନ୍ତ୍ରୀଙ୍କୁ ଧନ୍ୟବାଦ [204, 292, 556, 335]
story4-column-3: ସମ୍ପନ୍ନ ହୋଇ ପାରିଲା ନାହିଁ। ଏମିତିକାରେ ଅବସ୍ଥାରେ ଲୁଣି ମଜୁରୀ କରି ଚଳୁଥିବା ଗଣେଶଙ୍କ ପରିବାର ସରକାରୀ ସାହାଯ୍ୟ ନେଇ ପାରୁନାହାନ୍ତି। ସରକାରୀ ଯୋଜନାର କାର୍ଯ୍ୟାଳୟମାନଙ୍କୁ ଧାଇଁ ବୋଡ଼ି ଅବସାଦିତ ହୋଇଥିଲେ ସୁଦ୍ଧା ତାଙ୍କ ଦୁଃଖ ଶୁଣିବାକୁ କେହି ନାହାନ୍ତି। ଝିଅ ଉଷା ଦାସ(୪୫)ର ଅବିବାହିତ ହେତୁଖନ ସଙ୍ଗେ ରାସନ କାର୍ଡରେ ତାଙ୍କ ନାମ ଯୋଡ଼ିବା ପାଇଁ ଗଣେଶ ପ୍ରଶାସନ ପିଲାଙ୍କ ସହିତ ଘରପଟ୍ଟାକୁ ଅନେକ ନେହୁରା ହେଉଥିଲେ ମଧ୍ୟ ସେମାନେ କର୍ଣ୍ଣପାତ କରୁନାହାନ୍ତି। [382, 1268, 562, 1395]
